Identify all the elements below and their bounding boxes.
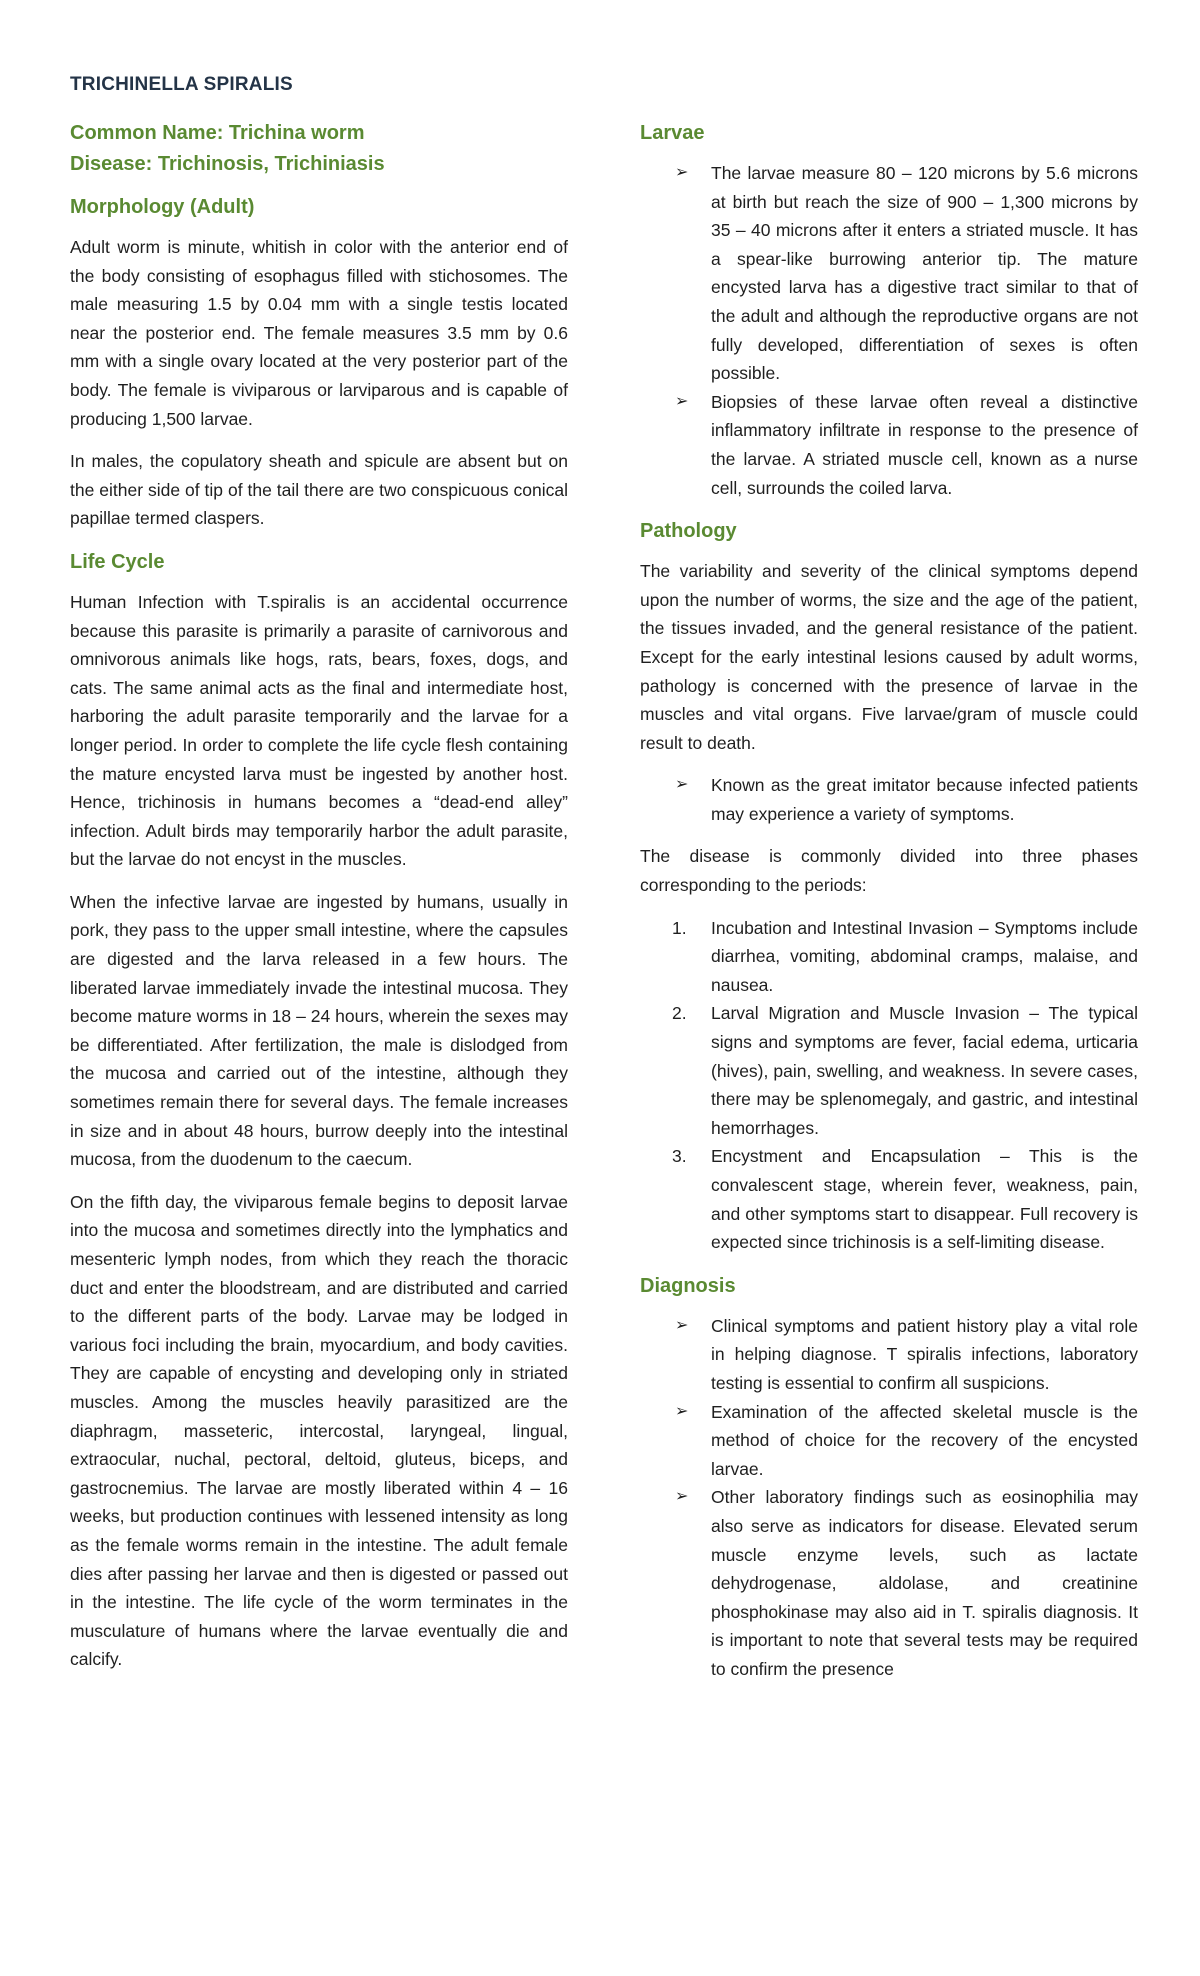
- diagnosis-heading: Diagnosis: [640, 1274, 736, 1297]
- arrow-bullet-icon: ➢: [675, 164, 689, 181]
- list-item-text: Other laboratory findings such as eosinophilia may also serve as indicators for disease. Elevated serum muscle enzyme levels, such as lactate dehydrogenase, aldolase, and creatinine phosphokinase may also aid in T. spiralis diagnosis. It is important to note that several tests may be required to confirm the presence: [711, 1487, 1138, 1679]
- list-item-text: Clinical symptoms and patient history play a vital role in helping diagnose. T spiralis infections, laboratory testing is essential to confirm all suspicions.: [711, 1315, 1138, 1393]
- pathology-list: [640, 771, 1138, 828]
- arrow-bullet-icon: ➢: [675, 1316, 689, 1334]
- document-title: TRICHINELLA SPIRALIS: [70, 74, 293, 95]
- right-column: [640, 118, 1138, 1698]
- list-item: [640, 771, 1138, 828]
- larvae-list: [640, 159, 1138, 502]
- list-item: [640, 914, 1138, 1000]
- morphology-paragraph: Adult worm is minute, whitish in color with the anterior end of the body consisting of esophagus filled with stichosomes. The male measuring 1.5 by 0.04 mm with a single testis located near the posterior end. The female measures 3.5 mm by 0.6 mm with a single ovary located at the very posterior part of the body. The female is viviparous or larviparous and is capable of producing 1,500 larvae.: [70, 237, 568, 429]
- arrow-bullet-icon: ➢: [675, 1488, 689, 1506]
- list-item: [640, 999, 1138, 1142]
- list-item: [640, 1483, 1138, 1683]
- disease-name: Disease: Trichinosis, Trichiniasis: [70, 153, 385, 175]
- lifecycle-paragraph: Human Infection with T.spiralis is an accidental occurrence because this parasite is primarily a parasite of carnivorous and omnivorous animals like hogs, rats, bears, foxes, dogs, and cats. The same animal acts as the final and intermediate host, harboring the adult parasite temporarily and the larvae for a longer period. In order to complete the life cycle flesh containing the mature encysted larva must be ingested by another host. Hence, trichinosis in humans becomes a “dead-end alley” infection. Adult birds may temporarily harbor the adult parasite, but the larvae do not encyst in the muscles.: [70, 591, 568, 870]
- phase-number: 3.: [672, 1146, 687, 1167]
- pathology-heading: Pathology: [640, 520, 737, 543]
- list-item: [640, 159, 1138, 388]
- common-name: Common Name: Trichina worm: [70, 122, 365, 144]
- list-item-text: Known as the great imitator because infected patients may experience a variety of symptoms.: [711, 775, 1138, 824]
- phases-list: [640, 914, 1138, 1257]
- morphology-paragraph: In males, the copulatory sheath and spicule are absent but on the either side of tip of the tail there are two conspicuous conical papillae termed claspers.: [70, 451, 568, 529]
- phase-number: 1.: [672, 917, 687, 938]
- arrow-bullet-icon: ➢: [675, 776, 689, 794]
- list-item: [640, 388, 1138, 502]
- lifecycle-paragraph: When the infective larvae are ingested by humans, usually in pork, they pass to the upper small intestine, where the capsules are digested and the larva released in a few hours. The liberated larvae immediately invade the intestinal mucosa. They become mature worms in 18 – 24 hours, wherein the sexes may be differentiated. After fertilization, the male is dislodged from the mucosa and carried out of the intestine, although they sometimes remain there for several days. The female increases in size and in about 48 hours, burrow deeply into the intestinal mucosa, from the duodenum to the caecum.: [70, 891, 568, 1170]
- list-item: [640, 1312, 1138, 1398]
- list-item: [640, 1142, 1138, 1256]
- morphology-heading: Morphology (Adult): [70, 196, 255, 218]
- list-item-text: Examination of the affected skeletal muscle is the method of choice for the recovery of the encysted larvae.: [711, 1401, 1138, 1479]
- phase-text: Encystment and Encapsulation – This is the convalescent stage, wherein fever, weakness, pain, and other symptoms start to disappear. Full recovery is expected since trichinosis is a self-limiting disease.: [711, 1146, 1138, 1253]
- list-item-text: Biopsies of these larvae often reveal a distinctive inflammatory infiltrate in response to the presence of the larvae. A striated muscle cell, known as a nurse cell, surrounds the coiled larva.: [711, 391, 1138, 498]
- lifecycle-heading: Life Cycle: [70, 550, 165, 573]
- list-item: [640, 1398, 1138, 1484]
- lifecycle-paragraph: On the fifth day, the viviparous female begins to deposit larvae into the mucosa and sometimes directly into the lymphatics and mesenteric lymph nodes, from which they reach the thoracic duct and enter the bloodstream, and are distributed and carried to the different parts of the body. Larvae may be lodged in various foci including the brain, myocardium, and body cavities. They are capable of encysting and developing only in striated muscles. Among the muscles heavily parasitized are the diaphragm, masseteric, intercostal, laryngeal, lingual, extraocular, nuchal, pectoral, deltoid, gluteus, biceps, and gastrocnemius. The larvae are mostly liberated within 4 – 16 weeks, but production continues with lessened intensity as long as the female worms remain in the intestine. The adult female dies after passing her larvae and then is digested or passed out in the intestine. The life cycle of the worm terminates in the musculature of humans where the larvae eventually die and calcify.: [70, 1191, 568, 1670]
- list-item-text: The larvae measure 80 – 120 microns by 5.6 microns at birth but reach the size of 900 – 1,300 microns by 35 – 40 microns after it enters a striated muscle. It has a spear-like burrowing anterior tip. The mature encysted larva has a digestive tract similar to that of the adult and although the reproductive organs are not fully developed, differentiation of sexes is often possible.: [711, 163, 1138, 384]
- phase-text: Incubation and Intestinal Invasion – Symptoms include diarrhea, vomiting, abdominal cramps, malaise, and nausea.: [711, 917, 1138, 995]
- phases-intro: The disease is commonly divided into three phases corresponding to the periods:: [640, 846, 1138, 896]
- arrow-bullet-icon: ➢: [675, 1402, 689, 1420]
- larvae-heading: Larvae: [640, 122, 705, 144]
- phase-number: 2.: [672, 1003, 687, 1024]
- phase-text: Larval Migration and Muscle Invasion – The typical signs and symptoms are fever, facial edema, urticaria (hives), pain, swelling, and weakness. In severe cases, there may be splenomegaly, and gastric, and intestinal hemorrhages.: [711, 1003, 1138, 1138]
- diagnosis-list: [640, 1312, 1138, 1684]
- arrow-bullet-icon: ➢: [675, 392, 689, 410]
- pathology-paragraph: The variability and severity of the clinical symptoms depend upon the number of worms, the size and the age of the patient, the tissues invaded, and the general resistance of the patient. Except for the early intestinal lesions caused by adult worms, pathology is concerned with the presence of larvae in the muscles and vital organs. Five larvae/gram of muscle could result to death.: [640, 561, 1138, 753]
- left-column: [70, 118, 568, 1688]
